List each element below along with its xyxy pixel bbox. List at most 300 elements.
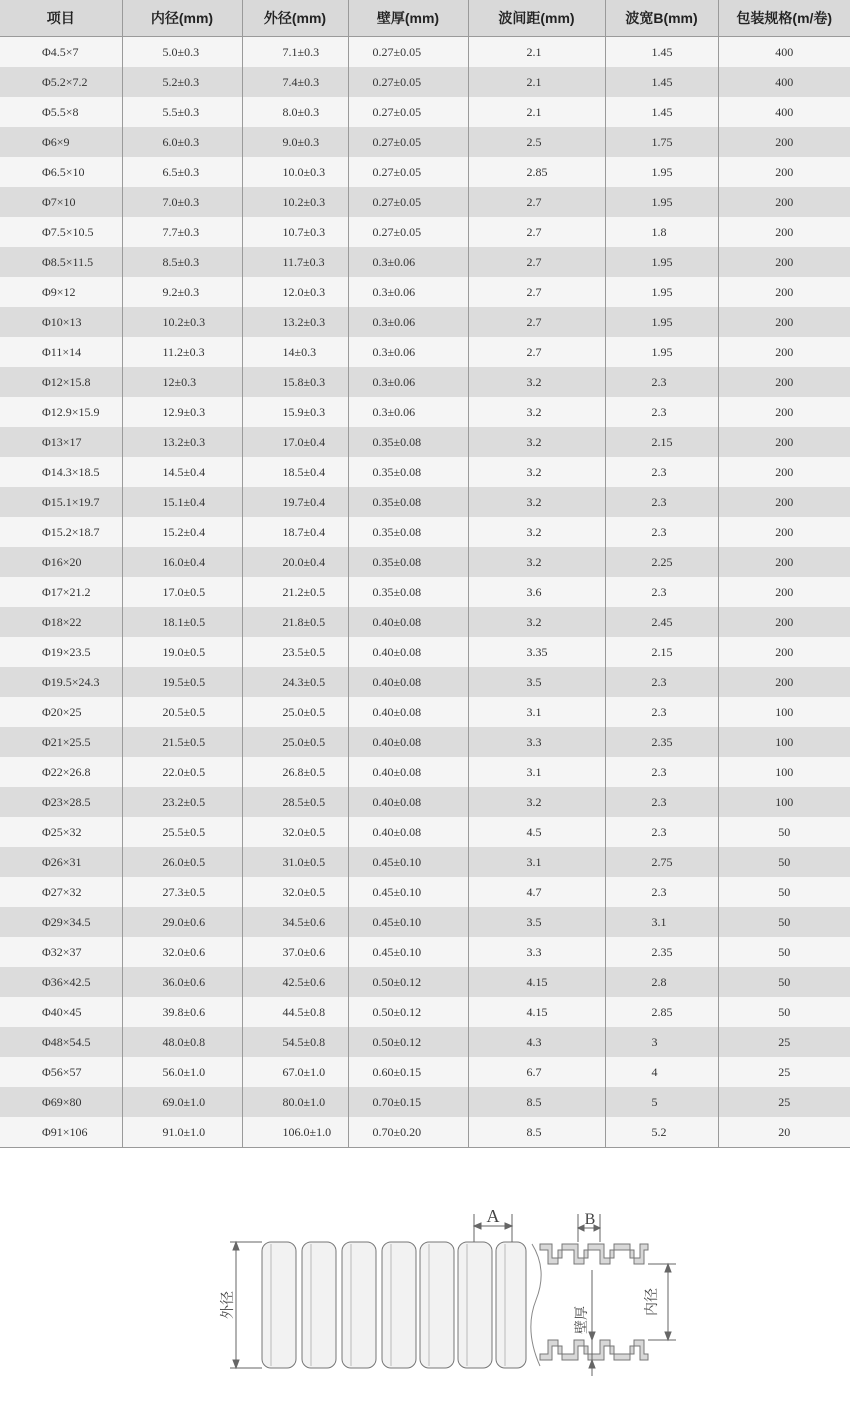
table-cell: 2.25 <box>605 547 718 577</box>
break-line <box>531 1244 541 1366</box>
table-cell: 20.0±0.4 <box>242 547 348 577</box>
table-cell: 50 <box>718 907 850 937</box>
table-cell: 2.3 <box>605 787 718 817</box>
table-cell: 0.40±0.08 <box>348 637 468 667</box>
table-cell: 8.0±0.3 <box>242 97 348 127</box>
table-cell: 0.3±0.06 <box>348 367 468 397</box>
table-cell: 54.5±0.8 <box>242 1027 348 1057</box>
table-cell: Φ19×23.5 <box>0 637 122 667</box>
table-cell: Φ11×14 <box>0 337 122 367</box>
table-cell: 200 <box>718 637 850 667</box>
table-cell: 17.0±0.4 <box>242 427 348 457</box>
table-cell: 1.75 <box>605 127 718 157</box>
table-cell: 0.35±0.08 <box>348 517 468 547</box>
table-cell: 2.3 <box>605 757 718 787</box>
table-cell: 3.1 <box>468 697 605 727</box>
table-cell: 50 <box>718 997 850 1027</box>
table-cell: 3.1 <box>468 757 605 787</box>
table-cell: 25.5±0.5 <box>122 817 242 847</box>
table-cell: 0.27±0.05 <box>348 127 468 157</box>
table-cell: 42.5±0.6 <box>242 967 348 997</box>
table-cell: 400 <box>718 37 850 68</box>
table-cell: 1.45 <box>605 97 718 127</box>
column-header: 外径(mm) <box>242 0 348 37</box>
table-cell: Φ91×106 <box>0 1117 122 1148</box>
table-cell: 24.3±0.5 <box>242 667 348 697</box>
table-cell: 200 <box>718 607 850 637</box>
table-cell: 200 <box>718 577 850 607</box>
table-cell: 2.3 <box>605 517 718 547</box>
column-header: 内径(mm) <box>122 0 242 37</box>
table-cell: 13.2±0.3 <box>122 427 242 457</box>
table-cell: 0.70±0.15 <box>348 1087 468 1117</box>
table-cell: 0.45±0.10 <box>348 937 468 967</box>
table-cell: 0.40±0.08 <box>348 817 468 847</box>
table-cell: Φ12.9×15.9 <box>0 397 122 427</box>
wall-thickness-label: 壁厚 <box>575 1306 590 1334</box>
table-cell: 200 <box>718 517 850 547</box>
table-cell: 2.5 <box>468 127 605 157</box>
table-cell: 2.7 <box>468 337 605 367</box>
table-cell: 2.75 <box>605 847 718 877</box>
table-cell: 200 <box>718 457 850 487</box>
table-row <box>0 877 850 907</box>
table-cell: 106.0±1.0 <box>242 1117 348 1148</box>
table-cell: 2.35 <box>605 727 718 757</box>
table-row <box>0 217 850 247</box>
table-cell: 0.50±0.12 <box>348 967 468 997</box>
table-cell: Φ10×13 <box>0 307 122 337</box>
table-cell: 25 <box>718 1057 850 1087</box>
table-row <box>0 517 850 547</box>
table-cell: 7.7±0.3 <box>122 217 242 247</box>
table-cell: 28.5±0.5 <box>242 787 348 817</box>
table-row <box>0 847 850 877</box>
table-row <box>0 1057 850 1087</box>
table-cell: 26.0±0.5 <box>122 847 242 877</box>
table-cell: 37.0±0.6 <box>242 937 348 967</box>
table-cell: 200 <box>718 547 850 577</box>
table-cell: Φ6×9 <box>0 127 122 157</box>
table-cell: 200 <box>718 277 850 307</box>
table-cell: 3.2 <box>468 427 605 457</box>
table-cell: Φ17×21.2 <box>0 577 122 607</box>
table-cell: Φ26×31 <box>0 847 122 877</box>
table-cell: 3.3 <box>468 727 605 757</box>
column-header: 壁厚(mm) <box>348 0 468 37</box>
table-cell: 0.60±0.15 <box>348 1057 468 1087</box>
table-cell: 23.5±0.5 <box>242 637 348 667</box>
table-cell: 6.7 <box>468 1057 605 1087</box>
table-row <box>0 607 850 637</box>
table-cell: 100 <box>718 787 850 817</box>
table-cell: 0.3±0.06 <box>348 247 468 277</box>
table-row <box>0 907 850 937</box>
table-cell: 0.27±0.05 <box>348 97 468 127</box>
table-cell: 15.1±0.4 <box>122 487 242 517</box>
table-cell: 100 <box>718 757 850 787</box>
table-cell: 2.7 <box>468 307 605 337</box>
table-cell: 1.95 <box>605 307 718 337</box>
column-header: 包装规格(m/卷) <box>718 0 850 37</box>
table-row <box>0 367 850 397</box>
table-cell: 25.0±0.5 <box>242 727 348 757</box>
table-cell: 3.2 <box>468 367 605 397</box>
table-cell: 2.7 <box>468 187 605 217</box>
table-body <box>0 37 850 1148</box>
table-cell: 2.3 <box>605 457 718 487</box>
table-cell: 4 <box>605 1057 718 1087</box>
table-row <box>0 547 850 577</box>
table-cell: 2.3 <box>605 817 718 847</box>
table-cell: 100 <box>718 697 850 727</box>
column-header: 波宽B(mm) <box>605 0 718 37</box>
table-cell: 200 <box>718 487 850 517</box>
table-cell: 4.15 <box>468 997 605 1027</box>
table-cell: 6.5±0.3 <box>122 157 242 187</box>
table-row <box>0 457 850 487</box>
table-cell: Φ27×32 <box>0 877 122 907</box>
table-cell: 3.2 <box>468 457 605 487</box>
table-cell: 8.5±0.3 <box>122 247 242 277</box>
table-cell: 3.5 <box>468 667 605 697</box>
table-cell: 0.27±0.05 <box>348 157 468 187</box>
table-cell: 0.40±0.08 <box>348 697 468 727</box>
table-cell: 17.0±0.5 <box>122 577 242 607</box>
table-cell: Φ15.2×18.7 <box>0 517 122 547</box>
table-cell: Φ8.5×11.5 <box>0 247 122 277</box>
table-cell: Φ5.2×7.2 <box>0 67 122 97</box>
section-profile <box>540 1244 648 1360</box>
table-cell: 200 <box>718 127 850 157</box>
table-cell: Φ7×10 <box>0 187 122 217</box>
table-cell: 2.15 <box>605 427 718 457</box>
table-cell: 0.27±0.05 <box>348 37 468 68</box>
table-cell: 2.85 <box>605 997 718 1027</box>
table-cell: 1.45 <box>605 67 718 97</box>
bellows-diagram <box>0 1160 850 1405</box>
table-cell: 0.40±0.08 <box>348 757 468 787</box>
outer-diameter-label: 外径 <box>221 1291 236 1319</box>
table-row <box>0 967 850 997</box>
table-cell: Φ48×54.5 <box>0 1027 122 1057</box>
table-cell: Φ19.5×24.3 <box>0 667 122 697</box>
table-cell: 9.2±0.3 <box>122 277 242 307</box>
table-cell: 7.1±0.3 <box>242 37 348 68</box>
table-cell: 10.7±0.3 <box>242 217 348 247</box>
table-cell: 27.3±0.5 <box>122 877 242 907</box>
table-cell: 36.0±0.6 <box>122 967 242 997</box>
table-row <box>0 727 850 757</box>
table-cell: 0.45±0.10 <box>348 847 468 877</box>
table-cell: Φ21×25.5 <box>0 727 122 757</box>
table-cell: 50 <box>718 877 850 907</box>
table-cell: 1.95 <box>605 187 718 217</box>
table-cell: 3.5 <box>468 907 605 937</box>
table-cell: 0.50±0.12 <box>348 997 468 1027</box>
table-row <box>0 1027 850 1057</box>
table-row <box>0 247 850 277</box>
table-cell: 2.85 <box>468 157 605 187</box>
table-cell: 3.2 <box>468 787 605 817</box>
table-cell: 26.8±0.5 <box>242 757 348 787</box>
table-cell: 50 <box>718 817 850 847</box>
table-cell: 29.0±0.6 <box>122 907 242 937</box>
table-cell: Φ7.5×10.5 <box>0 217 122 247</box>
table-cell: 9.0±0.3 <box>242 127 348 157</box>
table-cell: 0.45±0.10 <box>348 877 468 907</box>
table-cell: 0.45±0.10 <box>348 907 468 937</box>
pitch-a-label: A <box>486 1206 500 1226</box>
table-cell: 12±0.3 <box>122 367 242 397</box>
table-cell: 19.7±0.4 <box>242 487 348 517</box>
table-cell: 200 <box>718 397 850 427</box>
table-cell: 3.2 <box>468 397 605 427</box>
table-cell: 400 <box>718 97 850 127</box>
table-row <box>0 1087 850 1117</box>
table-cell: 1.95 <box>605 337 718 367</box>
table-cell: 2.7 <box>468 217 605 247</box>
table-cell: 0.27±0.05 <box>348 217 468 247</box>
table-row <box>0 757 850 787</box>
table-cell: 21.8±0.5 <box>242 607 348 637</box>
table-cell: 25.0±0.5 <box>242 697 348 727</box>
table-cell: 25 <box>718 1087 850 1117</box>
table-cell: 5 <box>605 1087 718 1117</box>
table-cell: Φ13×17 <box>0 427 122 457</box>
table-cell: 200 <box>718 367 850 397</box>
table-cell: 22.0±0.5 <box>122 757 242 787</box>
table-row <box>0 997 850 1027</box>
table-cell: 2.15 <box>605 637 718 667</box>
table-header <box>0 0 850 37</box>
table-cell: Φ18×22 <box>0 607 122 637</box>
table-row <box>0 277 850 307</box>
table-cell: 2.1 <box>468 97 605 127</box>
table-row <box>0 427 850 457</box>
table-cell: 3.3 <box>468 937 605 967</box>
table-cell: 18.7±0.4 <box>242 517 348 547</box>
table-cell: 5.2±0.3 <box>122 67 242 97</box>
table-cell: 18.5±0.4 <box>242 457 348 487</box>
table-cell: 8.5 <box>468 1117 605 1148</box>
table-cell: 69.0±1.0 <box>122 1087 242 1117</box>
table-cell: Φ12×15.8 <box>0 367 122 397</box>
table-row <box>0 37 850 68</box>
table-cell: 5.2 <box>605 1117 718 1148</box>
table-row <box>0 127 850 157</box>
table-cell: 2.45 <box>605 607 718 637</box>
table-cell: 25 <box>718 1027 850 1057</box>
table-row <box>0 397 850 427</box>
table-cell: 0.3±0.06 <box>348 337 468 367</box>
table-cell: Φ6.5×10 <box>0 157 122 187</box>
table-cell: 4.5 <box>468 817 605 847</box>
table-cell: 200 <box>718 667 850 697</box>
table-cell: 3.6 <box>468 577 605 607</box>
table-cell: 0.35±0.08 <box>348 577 468 607</box>
table-cell: Φ9×12 <box>0 277 122 307</box>
table-cell: 11.7±0.3 <box>242 247 348 277</box>
table-cell: 67.0±1.0 <box>242 1057 348 1087</box>
table-cell: Φ69×80 <box>0 1087 122 1117</box>
table-cell: Φ4.5×7 <box>0 37 122 68</box>
table-cell: 14.5±0.4 <box>122 457 242 487</box>
table-cell: 4.15 <box>468 967 605 997</box>
table-cell: 2.1 <box>468 37 605 68</box>
table-row <box>0 187 850 217</box>
table-cell: 2.35 <box>605 937 718 967</box>
table-cell: 3.1 <box>605 907 718 937</box>
table-cell: 2.8 <box>605 967 718 997</box>
table-cell: 31.0±0.5 <box>242 847 348 877</box>
table-row <box>0 307 850 337</box>
table-row <box>0 817 850 847</box>
table-cell: 4.7 <box>468 877 605 907</box>
table-cell: 0.40±0.08 <box>348 607 468 637</box>
table-cell: 0.40±0.08 <box>348 727 468 757</box>
table-cell: 6.0±0.3 <box>122 127 242 157</box>
table-cell: 44.5±0.8 <box>242 997 348 1027</box>
table-cell: Φ14.3×18.5 <box>0 457 122 487</box>
table-cell: 19.0±0.5 <box>122 637 242 667</box>
table-cell: 34.5±0.6 <box>242 907 348 937</box>
table-cell: 1.95 <box>605 277 718 307</box>
table-cell: 0.40±0.08 <box>348 667 468 697</box>
table-cell: 20 <box>718 1117 850 1148</box>
table-cell: 3 <box>605 1027 718 1057</box>
table-cell: 56.0±1.0 <box>122 1057 242 1087</box>
table-cell: 50 <box>718 967 850 997</box>
table-cell: 14±0.3 <box>242 337 348 367</box>
table-cell: Φ15.1×19.7 <box>0 487 122 517</box>
column-header: 项目 <box>0 0 122 37</box>
table-cell: 0.35±0.08 <box>348 487 468 517</box>
table-cell: 1.8 <box>605 217 718 247</box>
header-row <box>0 0 850 37</box>
table-cell: 5.0±0.3 <box>122 37 242 68</box>
table-cell: Φ32×37 <box>0 937 122 967</box>
table-row <box>0 697 850 727</box>
table-cell: 0.3±0.06 <box>348 277 468 307</box>
table-row <box>0 577 850 607</box>
table-cell: 5.5±0.3 <box>122 97 242 127</box>
table-row <box>0 667 850 697</box>
table-cell: Φ22×26.8 <box>0 757 122 787</box>
table-row <box>0 97 850 127</box>
table-cell: 0.27±0.05 <box>348 67 468 97</box>
table-cell: 200 <box>718 337 850 367</box>
table-cell: 4.3 <box>468 1027 605 1057</box>
table-cell: 0.35±0.08 <box>348 427 468 457</box>
table-cell: 15.8±0.3 <box>242 367 348 397</box>
table-row <box>0 67 850 97</box>
width-b-label: B <box>584 1211 596 1228</box>
table-cell: Φ5.5×8 <box>0 97 122 127</box>
table-cell: 48.0±0.8 <box>122 1027 242 1057</box>
table-cell: 12.9±0.3 <box>122 397 242 427</box>
table-cell: 100 <box>718 727 850 757</box>
table-row <box>0 787 850 817</box>
table-cell: 2.3 <box>605 487 718 517</box>
table-row <box>0 487 850 517</box>
table-row <box>0 337 850 367</box>
table-cell: 2.3 <box>605 697 718 727</box>
table-cell: 2.7 <box>468 247 605 277</box>
table-cell: 3.2 <box>468 517 605 547</box>
table-cell: Φ56×57 <box>0 1057 122 1087</box>
table-row <box>0 637 850 667</box>
table-cell: 21.5±0.5 <box>122 727 242 757</box>
table-row <box>0 1117 850 1148</box>
table-cell: 2.3 <box>605 367 718 397</box>
table-cell: 12.0±0.3 <box>242 277 348 307</box>
table-cell: 2.3 <box>605 577 718 607</box>
table-cell: 3.1 <box>468 847 605 877</box>
table-cell: 7.4±0.3 <box>242 67 348 97</box>
column-header: 波间距(mm) <box>468 0 605 37</box>
table-cell: 8.5 <box>468 1087 605 1117</box>
table-cell: 20.5±0.5 <box>122 697 242 727</box>
table-cell: 200 <box>718 307 850 337</box>
table-cell: 0.35±0.08 <box>348 457 468 487</box>
table-cell: 3.2 <box>468 487 605 517</box>
table-cell: 2.3 <box>605 397 718 427</box>
table-cell: 200 <box>718 247 850 277</box>
table-cell: 2.3 <box>605 667 718 697</box>
table-cell: 32.0±0.5 <box>242 817 348 847</box>
table-cell: 16.0±0.4 <box>122 547 242 577</box>
table-cell: 0.35±0.08 <box>348 547 468 577</box>
table-cell: 400 <box>718 67 850 97</box>
table-cell: 39.8±0.6 <box>122 997 242 1027</box>
table-cell: 0.40±0.08 <box>348 787 468 817</box>
table-cell: 19.5±0.5 <box>122 667 242 697</box>
table-cell: Φ23×28.5 <box>0 787 122 817</box>
table-cell: 0.70±0.20 <box>348 1117 468 1148</box>
table-cell: Φ25×32 <box>0 817 122 847</box>
table-cell: 3.2 <box>468 547 605 577</box>
table-cell: 2.3 <box>605 877 718 907</box>
table-cell: 10.2±0.3 <box>242 187 348 217</box>
table-cell: 11.2±0.3 <box>122 337 242 367</box>
table-cell: 0.27±0.05 <box>348 187 468 217</box>
table-cell: 15.2±0.4 <box>122 517 242 547</box>
table-cell: 0.3±0.06 <box>348 307 468 337</box>
table-cell: 3.35 <box>468 637 605 667</box>
table-row <box>0 157 850 187</box>
table-cell: 3.2 <box>468 607 605 637</box>
table-cell: 10.2±0.3 <box>122 307 242 337</box>
table-cell: 7.0±0.3 <box>122 187 242 217</box>
table-row <box>0 937 850 967</box>
table-cell: 50 <box>718 937 850 967</box>
table-cell: 200 <box>718 427 850 457</box>
table-cell: Φ29×34.5 <box>0 907 122 937</box>
corrugation-rings <box>262 1242 526 1368</box>
table-cell: Φ20×25 <box>0 697 122 727</box>
table-cell: 18.1±0.5 <box>122 607 242 637</box>
table-cell: 13.2±0.3 <box>242 307 348 337</box>
table-cell: 32.0±0.6 <box>122 937 242 967</box>
table-cell: 1.45 <box>605 37 718 68</box>
table-cell: 1.95 <box>605 247 718 277</box>
table-cell: 10.0±0.3 <box>242 157 348 187</box>
table-cell: 200 <box>718 157 850 187</box>
inner-diameter-label: 内径 <box>645 1288 660 1316</box>
table-cell: 21.2±0.5 <box>242 577 348 607</box>
table-cell: 32.0±0.5 <box>242 877 348 907</box>
